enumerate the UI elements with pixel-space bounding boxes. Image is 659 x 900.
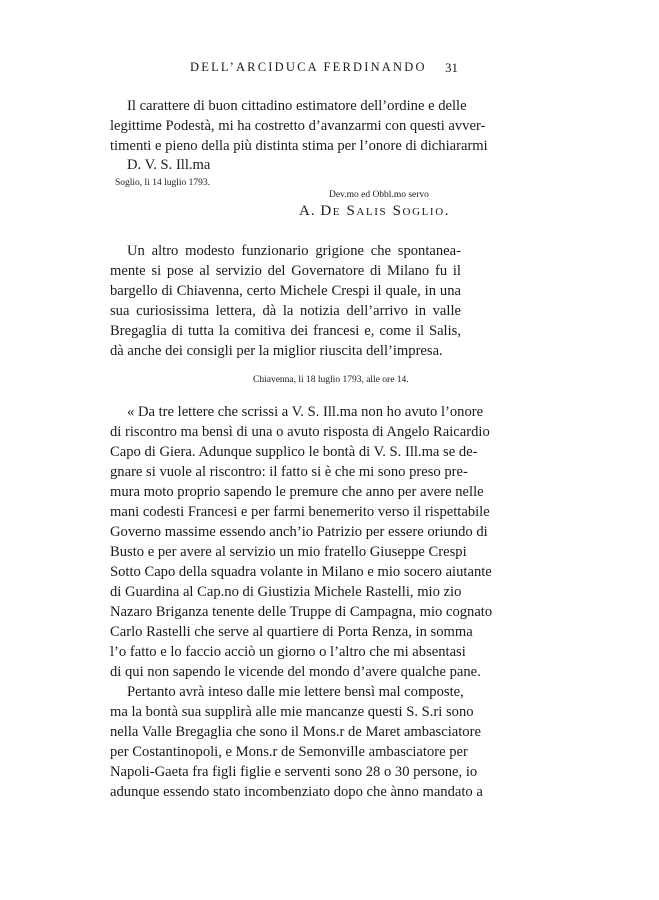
text-line: di qui non sapendo le vicende del mondo d’avere qualche pane. — [110, 664, 481, 680]
text-line: Carlo Rastelli che serve al quartiere di Porta Renza, in somma — [110, 624, 473, 640]
page-number: 31 — [445, 60, 458, 75]
signature-initial: A. — [299, 203, 316, 219]
text-line: Governo massime essendo anch’io Patrizio per essere oriundo di — [110, 524, 488, 540]
text-line: mente si pose al servizio del Governatore di Milano fu il — [110, 263, 461, 279]
text-line: Un altro modesto funzionario grigione che spontanea- — [127, 243, 461, 259]
place-date: Soglio, li 14 luglio 1793. — [115, 178, 211, 188]
text-line: legittime Podestà, mi ha costretto d’avanzarmi con questi avver- — [110, 118, 486, 134]
text-line: mura moto proprio sapendo le premure che anno per avere nelle — [110, 484, 484, 500]
text-line: di Guardina al Cap.no di Giustizia Michele Rastelli, mio zio — [110, 584, 462, 600]
text-line: Napoli-Gaeta fra figli figlie e serventi sono 28 o 30 persone, io — [110, 764, 478, 780]
signature-name: De Salis Soglio. — [320, 203, 451, 219]
dateline: Chiavenna, li 18 luglio 1793, alle ore 14. — [253, 375, 409, 385]
text-line: Sotto Capo della squadra volante in Milano e mio socero aiutante — [110, 564, 492, 580]
running-header — [0, 60, 659, 80]
text-line: « Da tre lettere che scrissi a V. S. Ill.ma non ho avuto l’onore — [127, 404, 484, 420]
text-line: D. V. S. Ill.ma — [127, 157, 211, 173]
text-line: dà anche dei consigli per la miglior riuscita dell’impresa. — [110, 343, 443, 359]
text-line: Busto e per avere al servizio un mio fratello Giuseppe Crespi — [110, 544, 467, 560]
text-line: Bregaglia di tutta la comitiva dei francesi e, come il Salis, — [110, 323, 461, 339]
closing-formula: Dev.mo ed Obbl.mo servo — [329, 190, 429, 200]
text-line: bargello di Chiavenna, certo Michele Crespi il quale, in una — [110, 283, 461, 299]
text-line: ma la bontà sua supplirà alle mie mancanze questi S. S.ri sono — [110, 704, 474, 720]
text-line: di riscontro ma bensì di una o avuto risposta di Angelo Raicardio — [110, 424, 490, 440]
signature — [299, 203, 450, 220]
text-line: Il carattere di buon cittadino estimatore dell’ordine e delle — [127, 98, 467, 114]
text-line: l’o fatto e lo faccio acciò un giorno o l’altro che mi absentasi — [110, 644, 466, 660]
text-line: Pertanto avrà inteso dalle mie lettere bensì mal composte, — [127, 684, 464, 700]
running-title: DELL’ARCIDUCA FERDINANDO — [190, 60, 427, 74]
text-line: nella Valle Bregaglia che sono il Mons.r de Maret ambasciatore — [110, 724, 481, 740]
text-line: Nazaro Briganza tenente delle Truppe di Campagna, mio cognato — [110, 604, 493, 620]
text-line: per Costantinopoli, e Mons.r de Semonville ambasciatore per — [110, 744, 468, 760]
text-line: mani codesti Francesi e per farmi benemerito verso il rispettabile — [110, 504, 490, 520]
text-line: Capo di Giera. Adunque supplico le bontà di V. S. Ill.ma se de- — [110, 444, 478, 460]
text-line: gnare si vuole al riscontro: il fatto si è che mi sono preso pre- — [110, 464, 468, 480]
text-line: adunque essendo stato incombenziato dopo che ànno mandato a — [110, 784, 483, 800]
text-line: sua curiosissima lettera, dà la notizia dell’arrivo in valle — [110, 303, 461, 319]
text-line: timenti e pieno della più distinta stima per l’onore di dichiararmi — [110, 138, 488, 154]
